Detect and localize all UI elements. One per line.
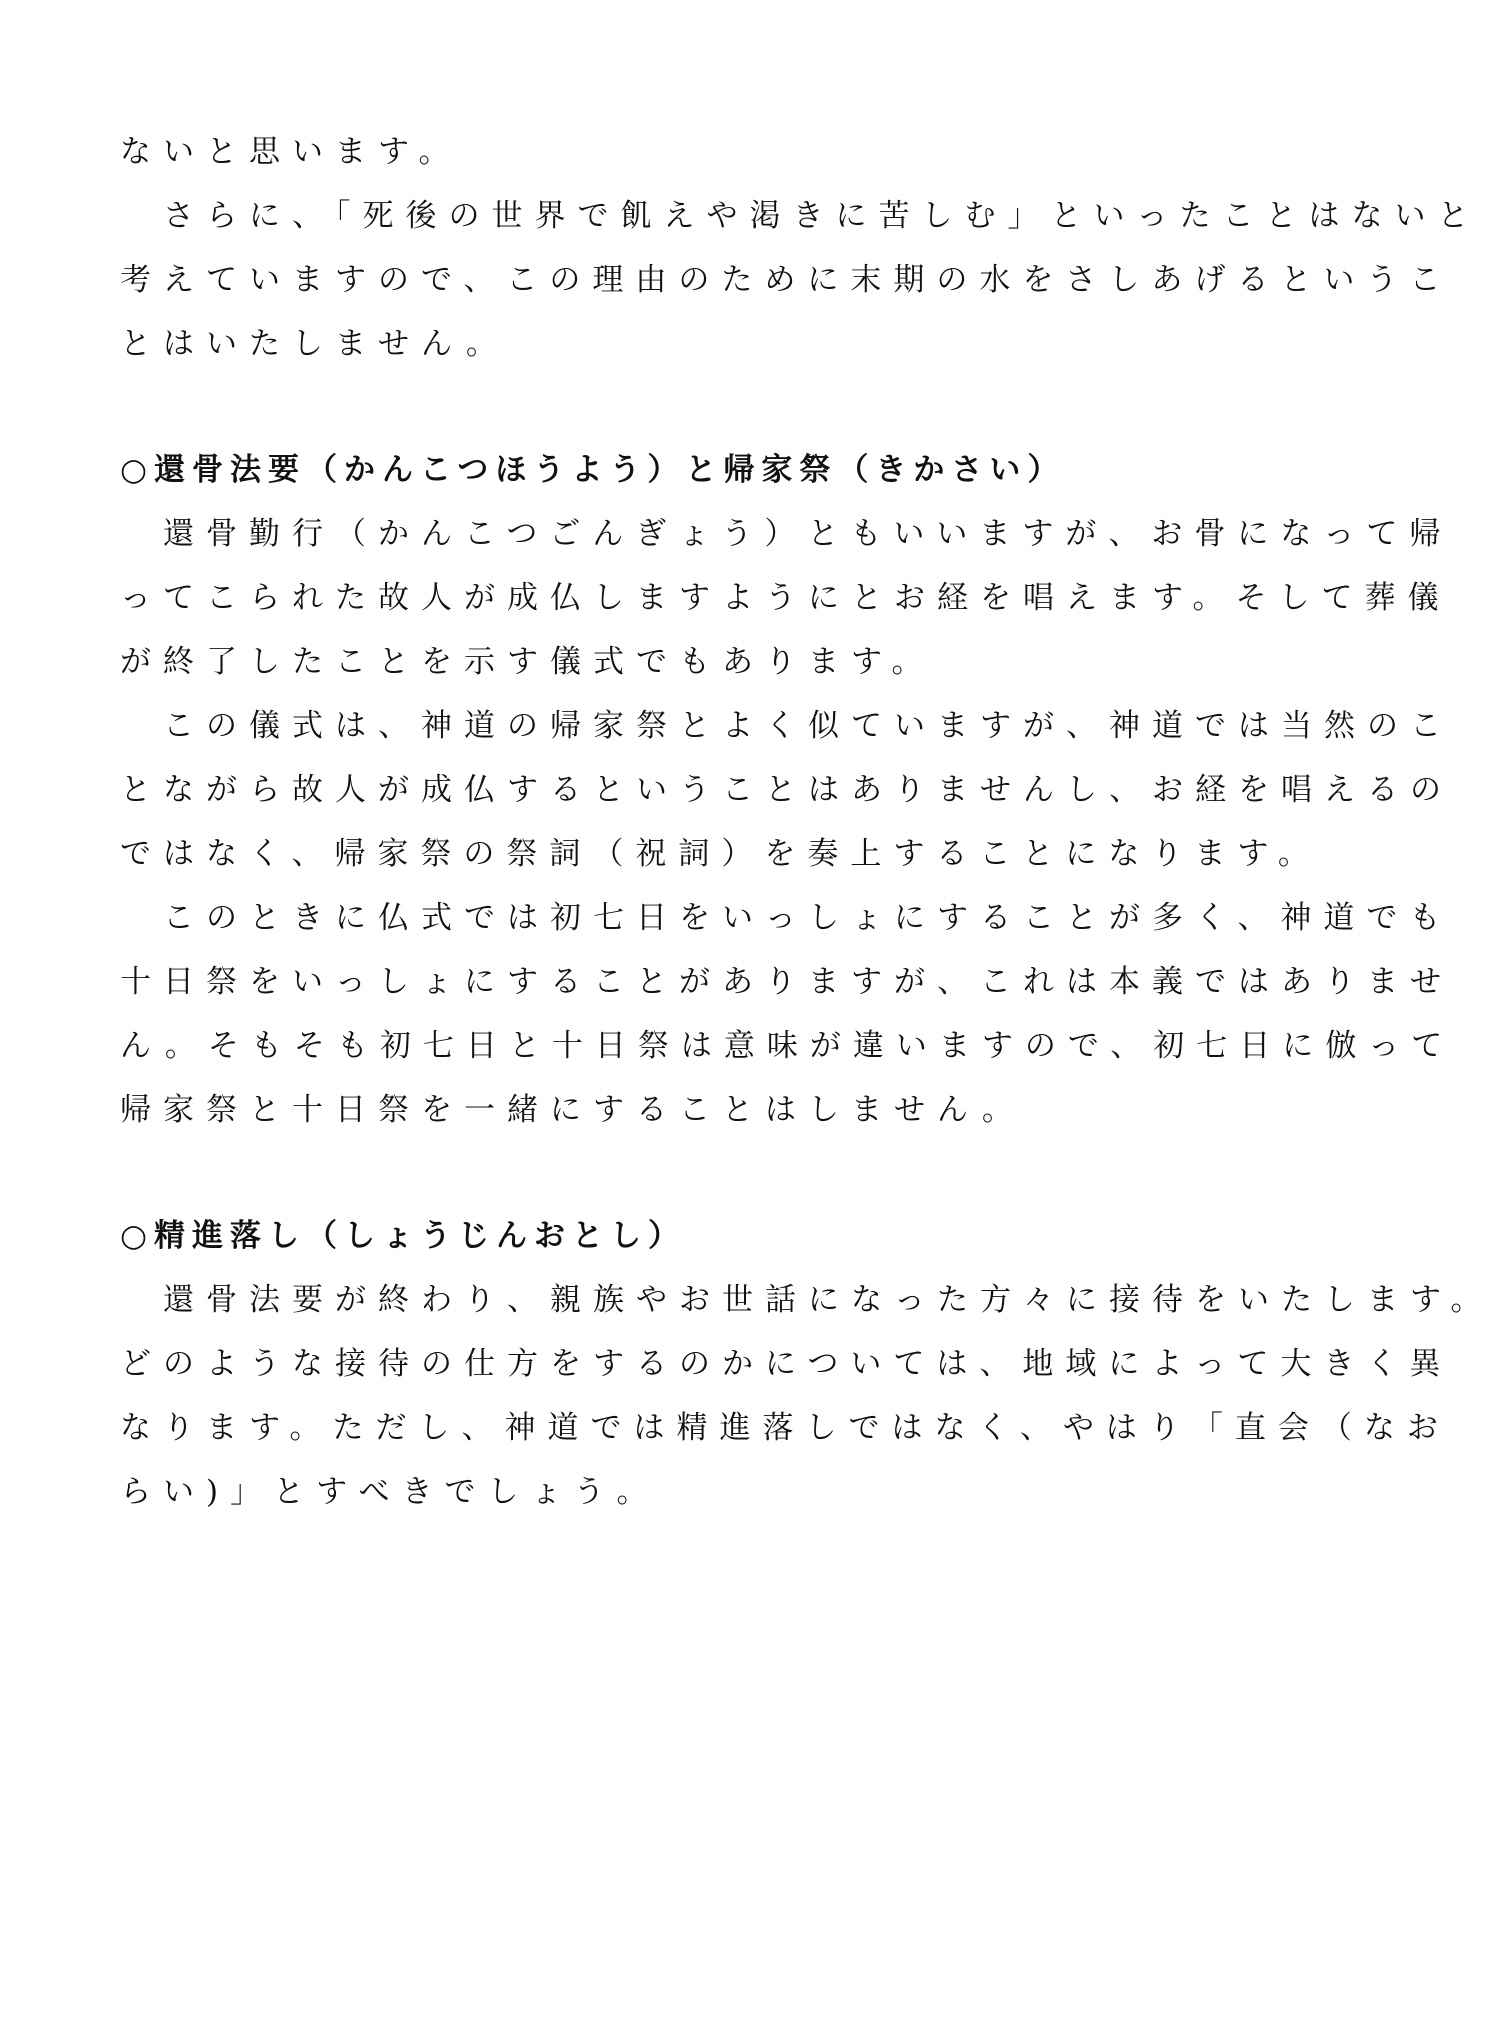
text-line: 考えていますので、この理由のために末期の水をさしあげるというこ <box>120 262 1453 298</box>
text-line: らい)」とすべきでしょう。 <box>120 1474 660 1510</box>
section-shoujin-otoshi <box>120 1204 1494 1524</box>
text-line: ではなく、帰家祭の祭詞（祝詞）を奏上することになります。 <box>120 836 1321 872</box>
intro-paragraphs <box>120 120 1481 376</box>
section-spacer <box>120 376 1310 438</box>
text-line: ん。そもそも初七日と十日祭は意味が違いますので、初七日に倣って <box>120 1028 1455 1064</box>
text-line: さらに、「死後の世界で飢えや渇きに苦しむ」といったことはないと <box>120 198 1481 234</box>
text-line: どのような接待の仕方をするのかについては、地域によって大きく異 <box>120 1346 1453 1382</box>
section-heading: ○精進落し（しょうじんおとし） <box>120 1218 687 1254</box>
text-line: 帰家祭と十日祭を一緒にすることはしません。 <box>120 1092 1025 1128</box>
section-spacer <box>120 1142 1310 1204</box>
text-line: ないと思います。 <box>120 134 462 170</box>
document-page <box>120 120 1494 1524</box>
section-heading: ○還骨法要（かんこつほうよう）と帰家祭（きかさい） <box>120 452 1066 488</box>
text-line: このときに仏式では初七日をいっしょにすることが多く、神道でも <box>120 900 1453 936</box>
text-line: なります。ただし、神道では精進落しではなく、やはり「直会（なお <box>120 1410 1450 1446</box>
text-line: ってこられた故人が成仏しますようにとお経を唱えます。そして葬儀 <box>120 580 1451 616</box>
text-line: とはいたしません。 <box>120 326 509 362</box>
text-line: が終了したことを示す儀式でもあります。 <box>120 644 935 680</box>
text-line: 還骨勤行（かんこつごんぎょう）ともいいますが、お骨になって帰 <box>120 516 1453 552</box>
section-kankotsu-houyou <box>120 438 1455 1142</box>
text-line: とながら故人が成仏するということはありませんし、お経を唱えるの <box>120 772 1453 808</box>
text-line: この儀式は、神道の帰家祭とよく似ていますが、神道では当然のこ <box>120 708 1453 744</box>
text-line: 十日祭をいっしょにすることがありますが、これは本義ではありませ <box>120 964 1453 1000</box>
text-line: 還骨法要が終わり、親族やお世話になった方々に接待をいたします。 <box>120 1282 1494 1318</box>
